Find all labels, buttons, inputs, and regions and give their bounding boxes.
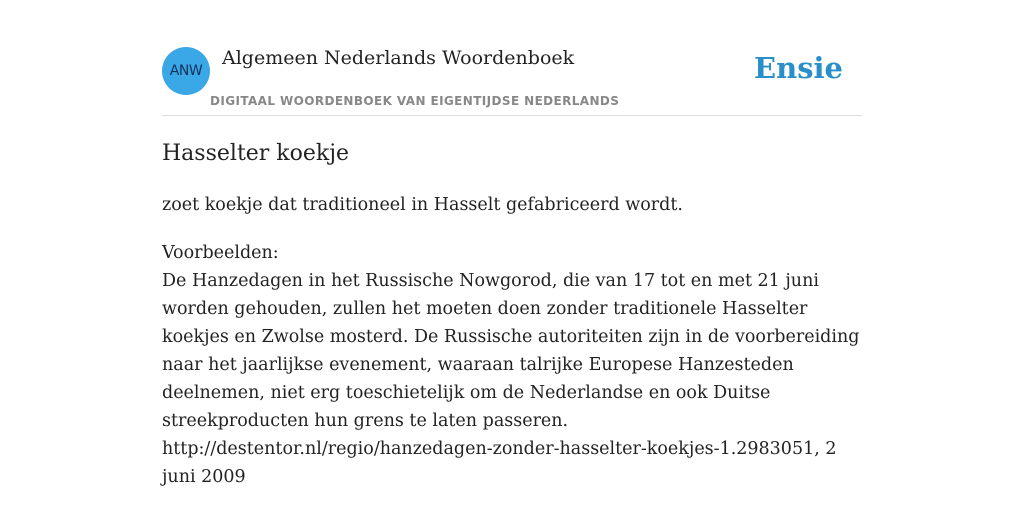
example-source: http://destentor.nl/regio/hanzedagen-zonder-hasselter-koekjes-1.2983051, 2 juni 2009 xyxy=(162,439,837,487)
logo-text: ANW xyxy=(169,63,203,79)
examples-section xyxy=(162,239,867,491)
example-text: De Hanzedagen in het Russische Nowgorod, die van 17 tot en met 21 juni worden gehouden, zullen het moeten doen zonder traditionele Hasselter koekjes en Zwolse mosterd. De Russische autoriteiten zijn in de voorbereiding naar het jaarlijkse evenement, waaraan talrijke Europese Hanzesteden deelnemen, niet erg toeschietelijk om de Nederlandse en ook Duitse streekproducten hun grens te laten passeren. xyxy=(162,271,860,431)
entry-term: Hasselter koekje xyxy=(162,141,350,166)
examples-label: Voorbeelden: xyxy=(162,243,279,263)
site-title[interactable]: Algemeen Nederlands Woordenboek xyxy=(222,47,575,69)
header-divider xyxy=(162,115,862,116)
site-subtitle: DIGITAAL WOORDENBOEK VAN EIGENTIJDSE NEDERLANDS xyxy=(210,94,620,108)
entry-definition: zoet koekje dat traditioneel in Hasselt gefabriceerd wordt. xyxy=(162,195,683,215)
site-header xyxy=(162,46,862,116)
anw-logo[interactable] xyxy=(162,47,210,95)
ensie-brand-logo[interactable]: Ensie xyxy=(754,51,843,85)
